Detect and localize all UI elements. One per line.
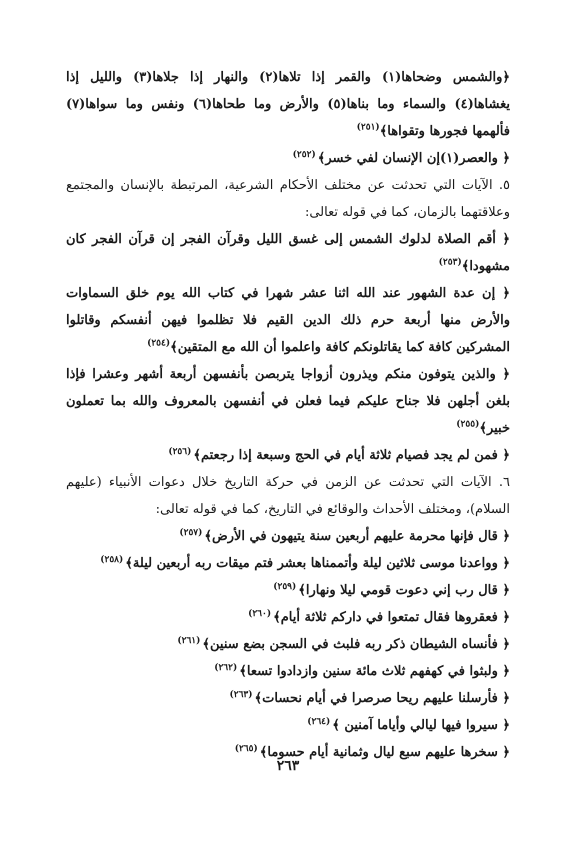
passage-text: ﴿ والذين يتوفون منكم ويذرون أزواجا يتربصن بأنفسهن أربعة أشهر وعشرا فإذا بلغن أجلهن فلا جناح عليكم فيما فعلن في أنفسهن بالمعروف والله بما تعملون خبير﴾ <box>66 367 510 436</box>
quote-text: ﴿ قال رب إني دعوت قومي ليلا ونهارا﴾ <box>298 583 510 598</box>
footnote-ref: (٢٥٣) <box>438 257 462 268</box>
page-number: ٢٦٣ <box>276 758 300 774</box>
section-item-5 <box>66 172 510 226</box>
quran-quote <box>66 523 510 550</box>
quote-text: ﴿ سيروا فيها ليالي وأياما آمنين ﴾ <box>332 718 510 733</box>
footnote-ref: (٢٥٨) <box>100 554 124 565</box>
footnote-ref: (٢٥٥) <box>456 419 480 430</box>
body-text: ٦. الآيات التي تحدثت عن الزمن في حركة التاريخ خلال دعوات الأنبياء (عليهم السلام)، ومختلف الأحداث والوقائع في التاريخ، كما في قوله تعالى: <box>66 475 510 517</box>
footnote-ref: (٢٦٥) <box>234 743 258 754</box>
footnote-ref: (٢٥٩) <box>273 581 297 592</box>
quran-quote <box>66 577 510 604</box>
quote-text: ﴿ وواعدنا موسى ثلاثين ليلة وأتممناها بعشر فتم ميقات ربه أربعين ليلة﴾ <box>125 556 510 571</box>
quote-text: ﴿ والعصر(١)إن الإنسان لفي خسر﴾ <box>317 151 510 166</box>
quote-text: ﴿ فأرسلنا عليهم ريحا صرصرا في أيام نحسات﴾ <box>254 691 510 706</box>
footnote-ref: (٢٦٤) <box>307 716 331 727</box>
quote-text: ﴿ ولبثوا في كهفهم ثلاث مائة سنين وازدادوا تسعا﴾ <box>239 664 510 679</box>
quote-text: ﴿ قال فإنها محرمة عليهم أربعين سنة يتيهون في الأرض﴾ <box>204 529 510 544</box>
quran-quote <box>66 685 510 712</box>
quran-quote <box>66 604 510 631</box>
quran-passage <box>66 226 510 280</box>
footnote-ref: (٢٥٧) <box>179 527 203 538</box>
quote-text: ﴿ فأنساه الشيطان ذكر ربه فلبث في السجن بضع سنين﴾ <box>202 637 510 652</box>
quran-passage <box>66 361 510 442</box>
quran-quote <box>66 712 510 739</box>
quran-quote <box>66 145 510 172</box>
footnote-ref: (٢٦١) <box>177 635 201 646</box>
page-body <box>66 64 510 766</box>
passage-text: ﴿ أقم الصلاة لدلوك الشمس إلى غسق الليل وقرآن الفجر إن قرآن الفجر كان مشهودا﴾ <box>66 232 510 274</box>
quran-passage <box>66 280 510 361</box>
footnote-ref: (٢٥٢) <box>292 149 316 160</box>
section-item-6 <box>66 469 510 523</box>
quote-text: ﴿ فعقروها فقال تمتعوا في داركم ثلاثة أيام﴾ <box>273 610 510 625</box>
body-text: ٥. الآيات التي تحدثت عن مختلف الأحكام الشرعية، المرتبطة بالإنسان والمجتمع وعلاقتهما بالزمان، كما في قوله تعالى: <box>66 178 510 220</box>
footnote-ref: (٢٥١) <box>356 122 380 133</box>
footnote-ref: (٢٦٢) <box>214 662 238 673</box>
quote-text: ﴿ سخرها عليهم سبع ليال وثمانية أيام حسوما﴾ <box>259 745 510 760</box>
footnote-ref: (٢٦٣) <box>229 689 253 700</box>
quran-quote <box>66 442 510 469</box>
footnote-ref: (٢٥٦) <box>168 446 192 457</box>
quran-quote <box>66 658 510 685</box>
footnote-ref: (٢٥٤) <box>147 338 171 349</box>
quran-quote <box>66 550 510 577</box>
quran-passage-ash-shams <box>66 64 510 145</box>
quran-quote <box>66 631 510 658</box>
footnote-ref: (٢٦٠) <box>248 608 272 619</box>
quote-text: ﴿ فمن لم يجد فصيام ثلاثة أيام في الحج وسبعة إذا رجعتم﴾ <box>193 448 510 463</box>
passage-text: ﴿والشمس وضحاها(١) والقمر إذا تلاها(٢) والنهار إذا جلاها(٣) والليل إذا يغشاها(٤) والسماء وما بناها(٥) والأرض وما طحاها(٦) ونفس وما سواها(٧) فألهمها فجورها وتقواها﴾ <box>66 70 510 139</box>
passage-text: ﴿ إن عدة الشهور عند الله اثنا عشر شهرا في كتاب الله يوم خلق السماوات والأرض منها أربعة حرم ذلك الدين القيم فلا تظلموا فيهن أنفسكم وقاتلوا المشركين كافة كما يقاتلونكم كافة واعلموا أن الله مع المتقين﴾ <box>66 286 510 355</box>
